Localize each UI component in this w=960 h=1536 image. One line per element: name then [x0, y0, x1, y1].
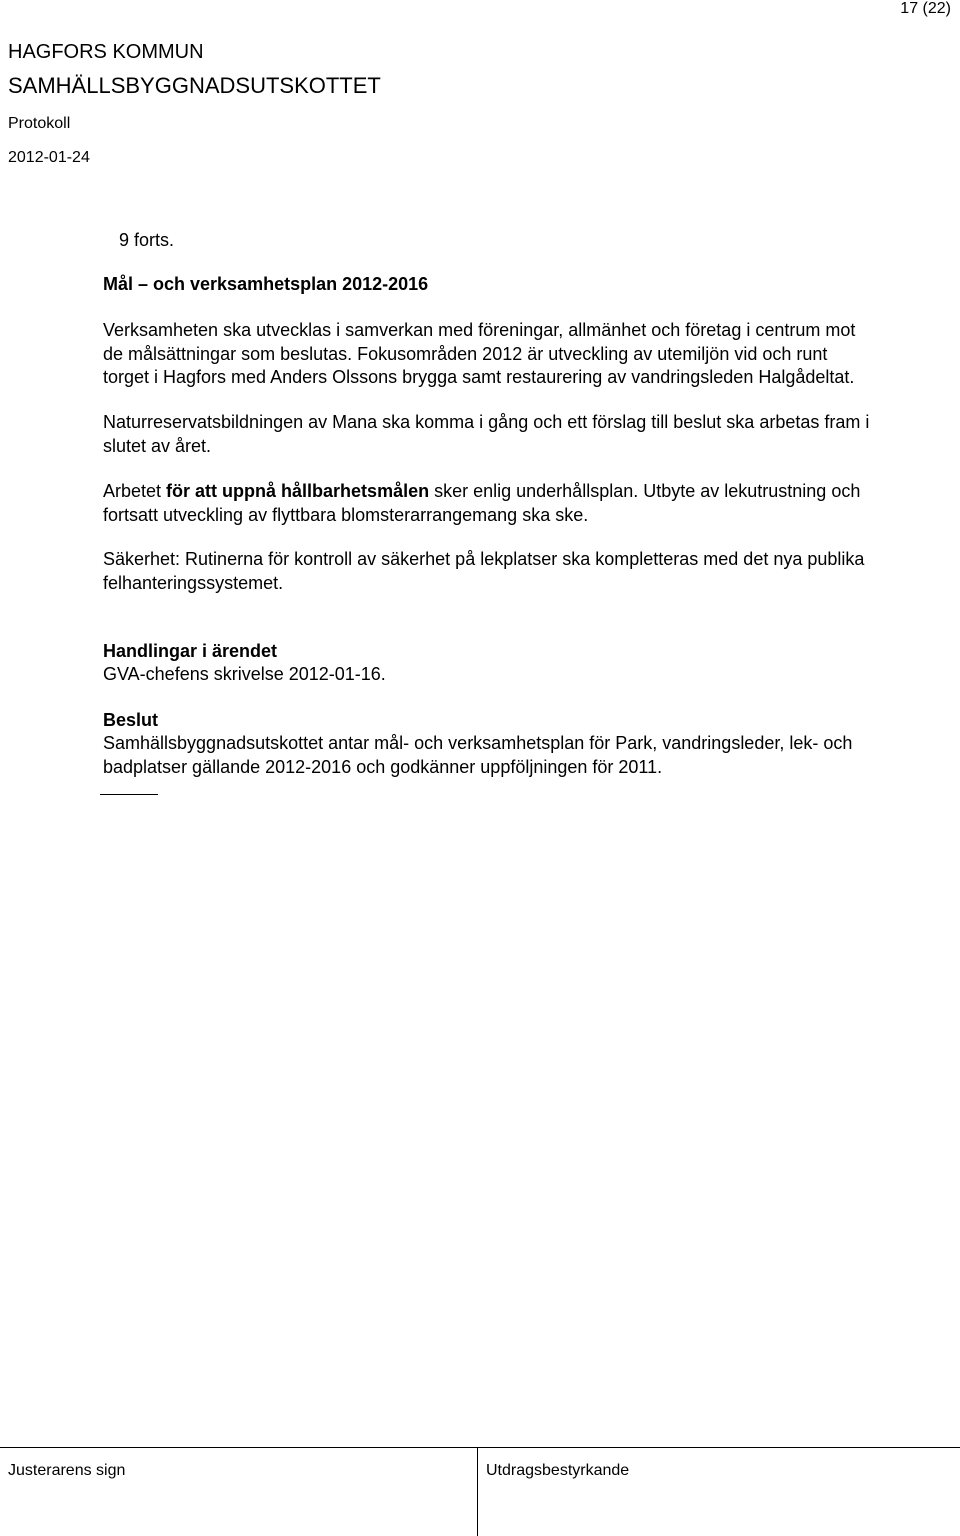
- paragraph-3-pre: Arbetet: [103, 481, 167, 501]
- decision-line: Samhällsbyggnadsutskottet antar mål- och verksamhetsplan för Park, vandringsleder, lek- och: [103, 733, 853, 753]
- adjuster-signature-label: Justerarens sign: [8, 1462, 126, 1479]
- paragraph-3-line: fortsatt utveckling av flyttbara blomsterarrangemang ska ske.: [103, 504, 589, 525]
- decision-heading: Beslut: [103, 710, 159, 730]
- section-ref-text: 9 forts.: [119, 230, 175, 250]
- paragraph-2: [103, 411, 953, 458]
- paragraph-3: [103, 480, 953, 527]
- organization-name: HAGFORS KOMMUN: [8, 41, 204, 63]
- paragraph-3-post: sker enlig underhållsplan. Utbyte av lekutrustning och: [429, 481, 861, 501]
- paragraph-1: [103, 319, 953, 390]
- extract-certification-label: Utdragsbestyrkande: [486, 1462, 630, 1479]
- committee-name: SAMHÄLLSBYGGNADSUTSKOTTET: [8, 73, 381, 98]
- paragraph-3-bold: för att uppnå hållbarhetsmålen: [166, 481, 430, 501]
- adjuster-signature-box: [0, 1448, 478, 1536]
- paragraph-3-line: [103, 480, 953, 504]
- paragraph-1-line: de målsättningar som beslutas. Fokusområden 2012 är utveckling av utemiljön vid och runt: [103, 343, 828, 364]
- extract-certification-box: [478, 1448, 960, 1536]
- documents-heading: Handlingar i ärendet: [103, 641, 278, 661]
- signature-footer: [0, 1447, 960, 1535]
- section-reference: [103, 229, 953, 253]
- section-end-divider: [100, 794, 158, 795]
- documents-text: GVA-chefens skrivelse 2012-01-16.: [103, 664, 386, 684]
- page-number: 17 (22): [900, 0, 951, 17]
- paragraph-4-line: felhanteringssystemet.: [103, 572, 284, 593]
- decision-line: badplatser gällande 2012-2016 och godkänner uppföljningen för 2011.: [103, 756, 663, 777]
- decision-text: [103, 732, 953, 779]
- paragraph-4-line: Säkerhet: Rutinerna för kontroll av säkerhet på lekplatser ska kompletteras med det nya publika: [103, 549, 865, 569]
- paragraph-4: [103, 548, 953, 595]
- paragraph-2-line: slutet av året.: [103, 435, 212, 456]
- section-title: Mål – och verksamhetsplan 2012-2016: [103, 274, 429, 294]
- section-mark: [103, 229, 119, 253]
- paragraph-1-line: Verksamheten ska utvecklas i samverkan med föreningar, allmänhet och företag i centrum mot: [103, 320, 856, 340]
- document-type: Protokoll: [8, 115, 71, 132]
- paragraph-1-line: torget i Hagfors med Anders Olssons brygga samt restaurering av vandringsleden Halgådeltat.: [103, 367, 855, 387]
- paragraph-2-line: Naturreservatsbildningen av Mana ska komma i gång och ett förslag till beslut ska arbetas fram i: [103, 412, 870, 432]
- document-date: 2012-01-24: [8, 149, 90, 166]
